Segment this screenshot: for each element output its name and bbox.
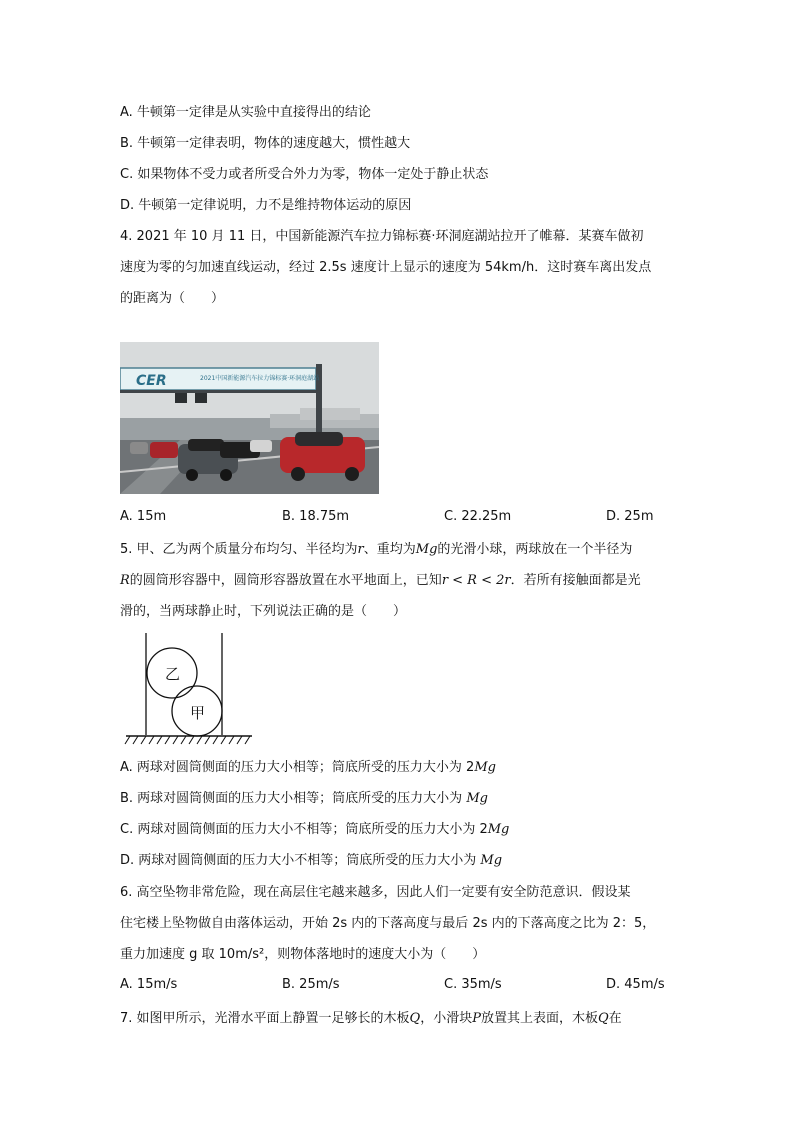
q6-options: [120, 977, 680, 995]
q4-stem-line2: 速度为零的匀加速直线运动，经过 2.5s 速度计上显示的速度为 54km/h．这时赛车离出发点: [120, 260, 652, 275]
q4-option-c: C. 22.25m: [444, 509, 512, 524]
q5-option-b: B. 两球对圆筒侧面的压力大小相等；筒底所受的压力大小为 Mg: [120, 791, 488, 806]
q3-option-b: B. 牛顿第一定律表明，物体的速度越大，惯性越大: [120, 136, 411, 151]
ball-yi-label: 乙: [165, 665, 181, 683]
q4-option-a: A. 15m: [120, 509, 167, 524]
q4-stem-line1: 4. 2021 年 10 月 11 日，中国新能源汽车拉力锦标赛·环洞庭湖站拉开了帷幕．某赛车做初: [120, 229, 644, 244]
cylinder-diagram: [124, 633, 254, 748]
q3-option-d: D. 牛顿第一定律说明，力不是维持物体运动的原因: [120, 198, 412, 213]
rally-photo: [120, 342, 379, 494]
q6-option-d: D. 45m/s: [606, 977, 665, 992]
q6-option-a: A. 15m/s: [120, 977, 178, 992]
q3-option-c: C. 如果物体不受力或者所受合外力为零，物体一定处于静止状态: [120, 167, 489, 182]
q5-option-d: D. 两球对圆筒侧面的压力大小不相等；筒底所受的压力大小为 Mg: [120, 853, 503, 868]
q5-option-c: C. 两球对圆筒侧面的压力大小不相等；筒底所受的压力大小为 2Mg: [120, 822, 510, 837]
q4-stem-line3: 的距离为（ ）: [120, 291, 225, 306]
q5-option-a: A. 两球对圆筒侧面的压力大小相等；筒底所受的压力大小为 2Mg: [120, 760, 496, 775]
q4-option-d: D. 25m: [606, 509, 654, 524]
banner-logo-text: CER: [136, 373, 167, 389]
q4-options: [120, 509, 680, 527]
q5-stem-line1: 5. 甲、乙为两个质量分布均匀、半径均为r、重均为Mg的光滑小球，两球放在一个半径为: [120, 542, 633, 557]
q6-stem-line1: 6. 高空坠物非常危险，现在高层住宅越来越多，因此人们一定要有安全防范意识．假设某: [120, 885, 631, 900]
q3-option-a: A. 牛顿第一定律是从实验中直接得出的结论: [120, 105, 371, 120]
q6-option-b: B. 25m/s: [282, 977, 340, 992]
q7-stem-line1: 7. 如图甲所示，光滑水平面上静置一足够长的木板Q，小滑块P放置其上表面，木板Q在: [120, 1011, 622, 1026]
q6-option-c: C. 35m/s: [444, 977, 502, 992]
q6-stem-line3: 重力加速度 g 取 10m/s²，则物体落地时的速度大小为（ ）: [120, 947, 486, 962]
q5-stem-line2: R的圆筒形容器中，圆筒形容器放置在水平地面上，已知r < R < 2r．若所有接触面都是光: [120, 573, 641, 588]
banner-title-text: 2021中国新能源汽车拉力锦标赛·环洞庭湖站: [200, 375, 320, 382]
q6-stem-line2: 住宅楼上坠物做自由落体运动，开始 2s 内的下落高度与最后 2s 内的下落高度之比为 2：5，: [120, 916, 656, 931]
q4-option-b: B. 18.75m: [282, 509, 350, 524]
ball-jia-label: 甲: [190, 704, 206, 722]
q5-stem-line3: 滑的，当两球静止时，下列说法正确的是（ ）: [120, 604, 407, 619]
